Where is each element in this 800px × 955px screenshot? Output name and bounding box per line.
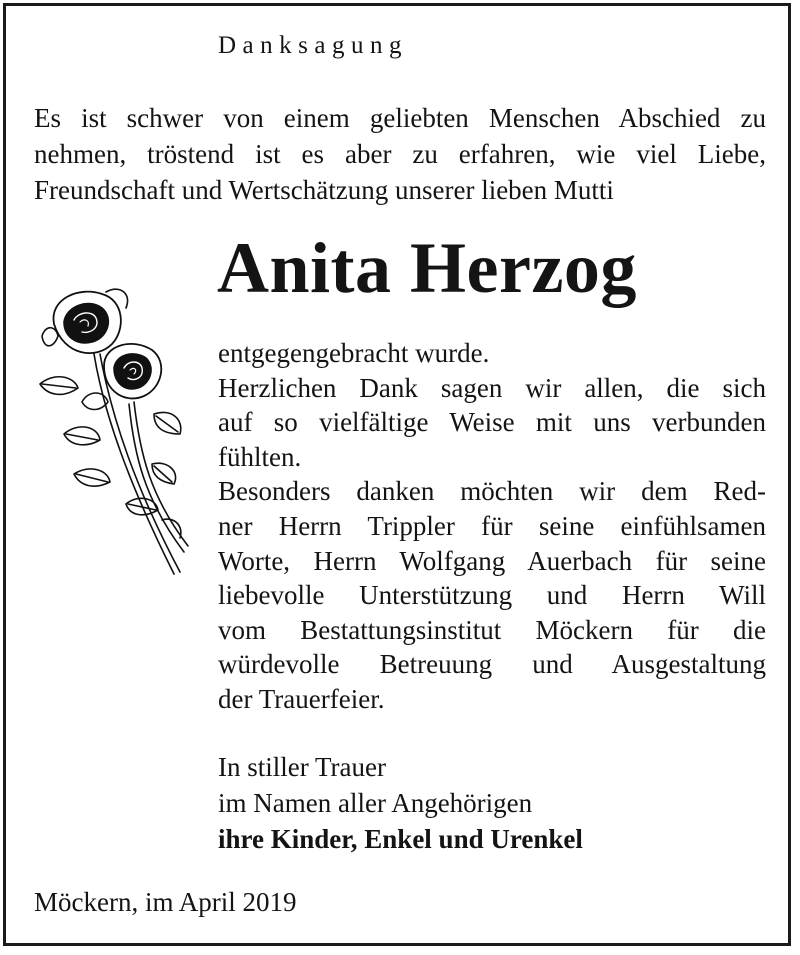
body-line: fühlten. — [218, 441, 302, 472]
body-line: ner Herrn Trippler für seine einfühlsamen — [218, 510, 766, 541]
notice-heading: Danksagung — [218, 32, 408, 59]
body-line: Herzlichen Dank sagen wir allen, die sich — [218, 372, 766, 403]
intro-line: Freundschaft und Wertschätzung unserer lieben Mutti — [34, 175, 614, 205]
body-line: liebevolle Unterstützung und Herrn Will — [218, 580, 766, 611]
body-line: der Trauerfeier. — [218, 683, 385, 714]
intro-line: nehmen, tröstend ist es aber zu erfahren, wie viel Liebe, — [34, 139, 766, 169]
deceased-name: Anita Herzog — [217, 228, 637, 308]
place-date: Möckern, im April 2019 — [34, 887, 297, 917]
body-line: vom Bestattungsinstitut Möckern für die — [218, 614, 766, 645]
intro-line: Es ist schwer von einem geliebten Menschen Abschied zu — [34, 103, 766, 133]
body-line: auf so vielfältige Weise mit uns verbunden — [218, 407, 766, 438]
roses-icon — [34, 284, 192, 580]
intro-text — [34, 100, 766, 208]
body-line: entgegengebracht wurde. — [218, 338, 490, 368]
body-line: Worte, Herrn Wolfgang Auerbach für seine — [218, 545, 766, 576]
thanks-text — [218, 336, 766, 717]
closing-block — [218, 749, 583, 857]
body-line: Besonders danken möchten wir dem Red- — [218, 476, 766, 507]
closing-line: im Namen aller Angehörigen — [218, 788, 533, 818]
closing-line: In stiller Trauer — [218, 752, 386, 782]
signature: ihre Kinder, Enkel und Urenkel — [218, 824, 583, 854]
body-line: würdevolle Betreuung und Ausgestaltung — [218, 649, 766, 680]
